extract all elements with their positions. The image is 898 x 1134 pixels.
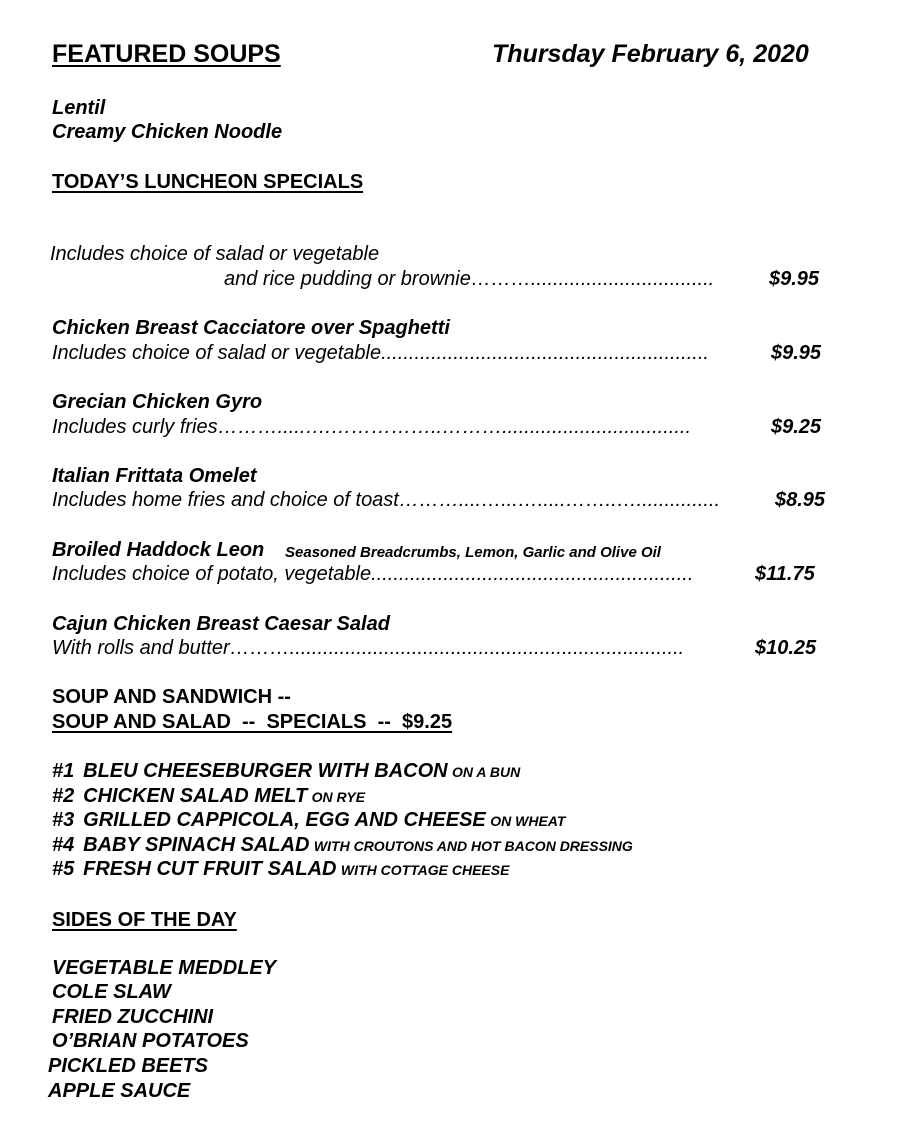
side-item: PICKLED BEETS — [48, 1055, 209, 1077]
special-name: BABY SPINACH SALAD — [83, 834, 310, 856]
special-name: BLEU CHEESEBURGER WITH BACON — [83, 760, 448, 782]
special-name: GRILLED CAPPICOLA, EGG AND CHEESE — [83, 809, 486, 831]
luncheon-item-detail: With rolls and butter………....................................................................... — [52, 637, 685, 659]
special-number: #3 — [52, 809, 75, 831]
special-name: FRESH CUT FRUIT SALAD — [83, 858, 337, 880]
special-note: ON RYE — [311, 789, 366, 805]
special-note: ON WHEAT — [490, 813, 566, 829]
luncheon-item-detail: Includes choice of salad or vegetable — [50, 243, 380, 265]
luncheon-item-price: $8.95 — [775, 489, 826, 511]
menu-date: Thursday February 6, 2020 — [492, 40, 809, 68]
soup-item: Creamy Chicken Noodle — [52, 121, 283, 143]
special-number: #2 — [52, 785, 75, 807]
luncheon-item-price: $9.95 — [771, 342, 822, 364]
luncheon-item-name: Chicken Breast Cacciatore over Spaghetti — [52, 317, 450, 339]
soup-salad-heading: SOUP AND SALAD -- SPECIALS -- $9.25 — [52, 711, 453, 733]
page-title: FEATURED SOUPS — [52, 40, 281, 68]
luncheon-item-price: $9.25 — [771, 416, 822, 438]
special-number: #5 — [52, 858, 75, 880]
special-item — [52, 834, 633, 857]
luncheon-item-detail: and rice pudding or brownie………................................. — [224, 268, 715, 290]
side-item: FRIED ZUCCHINI — [52, 1006, 214, 1028]
soup-item: Lentil — [52, 97, 106, 119]
special-note: WITH COTTAGE CHEESE — [340, 862, 510, 878]
special-item — [52, 760, 520, 783]
special-item — [52, 858, 509, 881]
special-item — [52, 785, 365, 808]
soup-sandwich-heading: SOUP AND SANDWICH -- — [52, 686, 291, 708]
luncheon-item-detail: Includes home fries and choice of toast………....…...….....……..…............... — [52, 489, 721, 511]
luncheon-item-price: $11.75 — [755, 563, 815, 585]
special-item — [52, 809, 565, 832]
special-note: ON A BUN — [452, 764, 521, 780]
luncheon-item-name: Broiled Haddock Leon — [52, 539, 265, 561]
side-item: VEGETABLE MEDDLEY — [52, 957, 277, 979]
side-item: APPLE SAUCE — [48, 1080, 191, 1102]
luncheon-item-price: $10.25 — [755, 637, 817, 659]
special-note: WITH CROUTONS AND HOT BACON DRESSING — [313, 838, 633, 854]
luncheon-item-price: $9.95 — [769, 268, 820, 290]
special-number: #1 — [52, 760, 75, 782]
luncheon-item-detail: Includes choice of potato, vegetable.......................................................... — [52, 563, 694, 585]
special-number: #4 — [52, 834, 75, 856]
luncheon-item-detail: Includes choice of salad or vegetable........................................................... — [52, 342, 709, 364]
special-name: CHICKEN SALAD MELT — [83, 785, 308, 807]
sides-heading: SIDES OF THE DAY — [52, 909, 237, 931]
luncheon-item-note: Seasoned Breadcrumbs, Lemon, Garlic and Olive Oil — [285, 544, 661, 561]
luncheon-item-name: Cajun Chicken Breast Caesar Salad — [52, 613, 390, 635]
luncheon-item-detail: Includes curly fries……….....….……………..……….................................. — [52, 416, 691, 438]
side-item: O’BRIAN POTATOES — [52, 1030, 249, 1052]
luncheon-item-name: Italian Frittata Omelet — [52, 465, 257, 487]
luncheon-item-name: Grecian Chicken Gyro — [52, 391, 263, 413]
side-item: COLE SLAW — [52, 981, 171, 1003]
luncheon-heading: TODAY’S LUNCHEON SPECIALS — [52, 171, 364, 193]
